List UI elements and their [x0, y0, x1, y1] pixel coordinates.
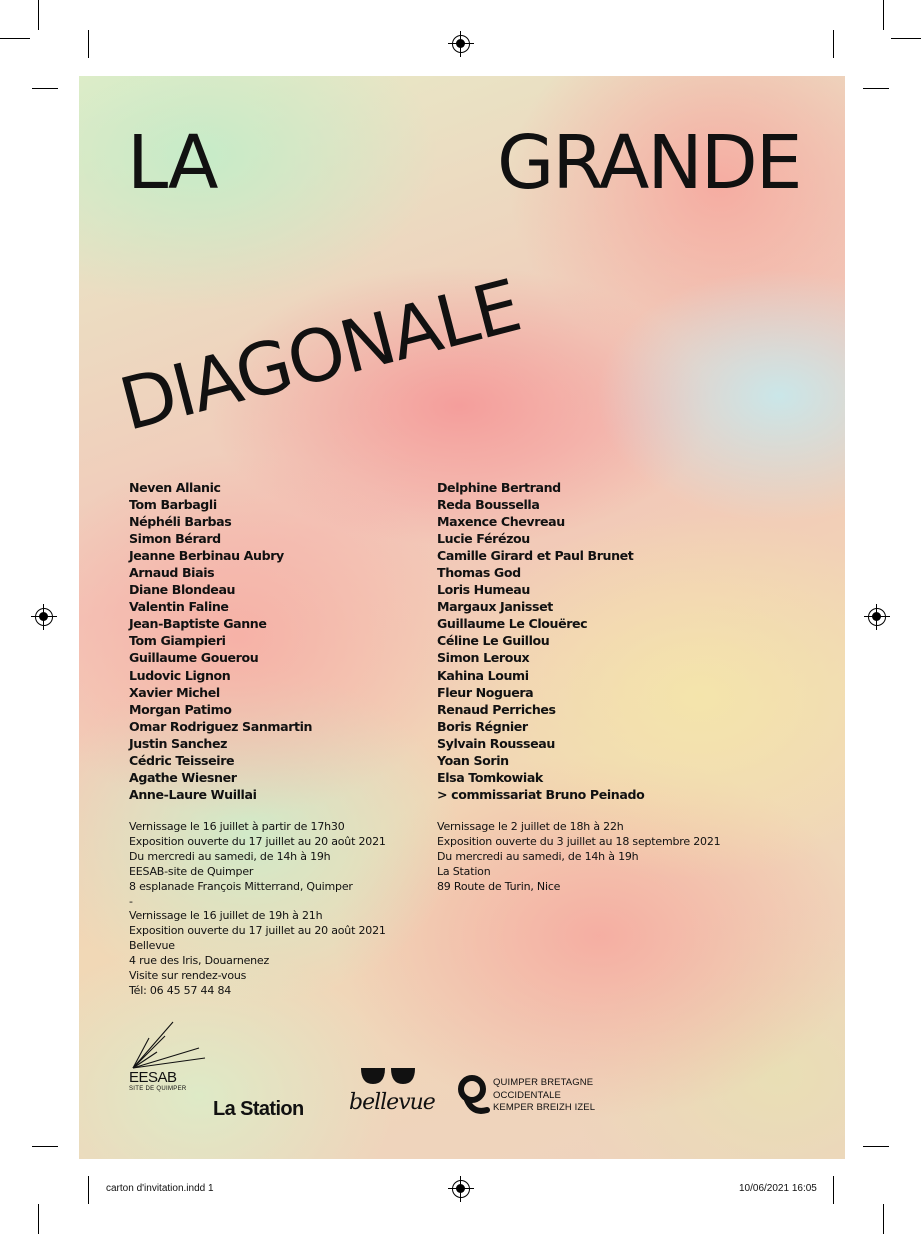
artist-name: Néphéli Barbas [129, 514, 232, 530]
eesab-rays-icon [127, 1018, 207, 1070]
artist-name: Justin Sanchez [129, 735, 228, 751]
artist-name: Loris Humeau [437, 582, 530, 598]
artist-name: Delphine Bertrand [437, 480, 561, 495]
artist-name: Thomas God [437, 565, 521, 581]
crop-mark [863, 1146, 889, 1147]
slug-filename: carton d'invitation.indd 1 [106, 1183, 214, 1194]
artist-name: Elsa Tomkowiak [437, 769, 543, 785]
artist-list-right [437, 479, 644, 803]
registration-mark-icon [868, 608, 886, 626]
info-line: Vernissage le 16 juillet de 19h à 21h [129, 909, 323, 923]
registration-mark-icon [452, 35, 470, 53]
quimper-line: KEMPER BREIZH IZEL [493, 1102, 596, 1113]
artist-name: Tom Giampieri [129, 633, 226, 649]
registration-mark-icon [452, 1180, 470, 1198]
artist-name: Céline Le Guillou [437, 633, 550, 649]
artist-name: Tom Barbagli [129, 497, 217, 513]
artist-name: Jean-Baptiste Ganne [129, 616, 267, 632]
info-line: Tél: 06 45 57 44 84 [129, 983, 232, 997]
artist-name: Arnaud Biais [129, 565, 215, 581]
crop-mark [88, 30, 89, 58]
info-line: Exposition ouverte du 17 juillet au 20 août 2021 [129, 834, 386, 848]
info-line: Du mercredi au samedi, de 14h à 19h [437, 849, 639, 863]
venue-info-right [437, 820, 720, 895]
artist-name: Valentin Faline [129, 599, 229, 615]
artist-list-left [129, 479, 312, 803]
artist-name: Morgan Patimo [129, 701, 232, 717]
artist-name: Sylvain Rousseau [437, 735, 555, 751]
info-line: - [129, 894, 133, 908]
artist-name: Kahina Loumi [437, 667, 529, 683]
artist-name: Renaud Perriches [437, 701, 556, 717]
info-line: 4 rue des Iris, Douarnenez [129, 954, 270, 968]
artist-name: Omar Rodriguez Sanmartin [129, 718, 313, 734]
crop-mark [833, 30, 834, 58]
artist-name: Lucie Férézou [437, 531, 530, 547]
artist-name: Guillaume Gouerou [129, 650, 259, 666]
eesab-logo [127, 1018, 207, 1096]
info-line: EESAB-site de Quimper [129, 864, 254, 878]
registration-mark-icon [35, 608, 53, 626]
info-line: Visite sur rendez-vous [129, 969, 247, 983]
info-line: Vernissage le 2 juillet de 18h à 22h [437, 820, 624, 833]
crop-mark [38, 0, 39, 30]
crop-mark [883, 0, 884, 30]
artist-name: Simon Leroux [437, 650, 530, 666]
bellevue-cups-icon [359, 1066, 419, 1090]
artist-name: Diane Blondeau [129, 582, 236, 598]
artist-name: Agathe Wiesner [129, 769, 237, 785]
crop-mark [88, 1176, 89, 1204]
crop-mark [32, 88, 58, 89]
title-word-la: LA [127, 120, 217, 206]
eesab-wordmark: EESAB [129, 1069, 177, 1086]
title-word-grande: GRANDE [497, 120, 801, 206]
info-line: La Station [437, 864, 491, 878]
artist-name: > commissariat Bruno Peinado [437, 786, 645, 802]
artist-name: Fleur Noguera [437, 684, 534, 700]
quimper-line: QUIMPER BRETAGNE [493, 1077, 594, 1088]
artist-name: Xavier Michel [129, 684, 220, 700]
crop-mark [863, 88, 889, 89]
bellevue-logo [345, 1066, 437, 1126]
crop-mark [891, 38, 921, 39]
slug-datetime: 10/06/2021 16:05 [739, 1183, 817, 1194]
artist-name: Camille Girard et Paul Brunet [437, 548, 634, 564]
la-station-logo: La Station [213, 1098, 304, 1120]
artist-name: Reda Boussella [437, 497, 540, 513]
info-line: 8 esplanade François Mitterrand, Quimper [129, 879, 353, 893]
artist-name: Simon Bérard [129, 531, 221, 547]
info-line: Vernissage le 16 juillet à partir de 17h30 [129, 820, 345, 833]
artist-name: Jeanne Berbinau Aubry [129, 548, 284, 564]
info-line: Du mercredi au samedi, de 14h à 19h [129, 849, 331, 863]
crop-mark [38, 1204, 39, 1234]
crop-mark [883, 1204, 884, 1234]
poster [79, 76, 845, 1159]
venue-info-left [129, 820, 386, 999]
crop-mark [833, 1176, 834, 1204]
info-line: Bellevue [129, 939, 175, 953]
crop-mark [0, 38, 30, 39]
artist-name: Anne-Laure Wuillai [129, 786, 257, 802]
artist-name: Guillaume Le Clouërec [437, 616, 588, 632]
artist-name: Boris Régnier [437, 718, 528, 734]
info-line: Exposition ouverte du 3 juillet au 18 septembre 2021 [437, 834, 721, 848]
artist-name: Ludovic Lignon [129, 667, 231, 683]
eesab-subtitle: SITE DE QUIMPER [129, 1086, 187, 1092]
crop-mark [32, 1146, 58, 1147]
title-word-diagonale: DIAGONALE [111, 263, 528, 447]
quimper-bretagne-logo [455, 1074, 605, 1124]
info-line: 89 Route de Turin, Nice [437, 879, 561, 893]
quimper-bretagne-wordmark [493, 1077, 595, 1115]
quimper-line: OCCIDENTALE [493, 1089, 561, 1101]
quimper-q-icon [455, 1074, 491, 1120]
artist-name: Neven Allanic [129, 480, 221, 495]
artist-name: Cédric Teisseire [129, 752, 235, 768]
artist-name: Yoan Sorin [437, 752, 509, 768]
artist-name: Maxence Chevreau [437, 514, 565, 530]
artist-name: Margaux Janisset [437, 599, 553, 615]
info-line: Exposition ouverte du 17 juillet au 20 août 2021 [129, 924, 386, 938]
bellevue-wordmark: bellevue [349, 1090, 435, 1115]
